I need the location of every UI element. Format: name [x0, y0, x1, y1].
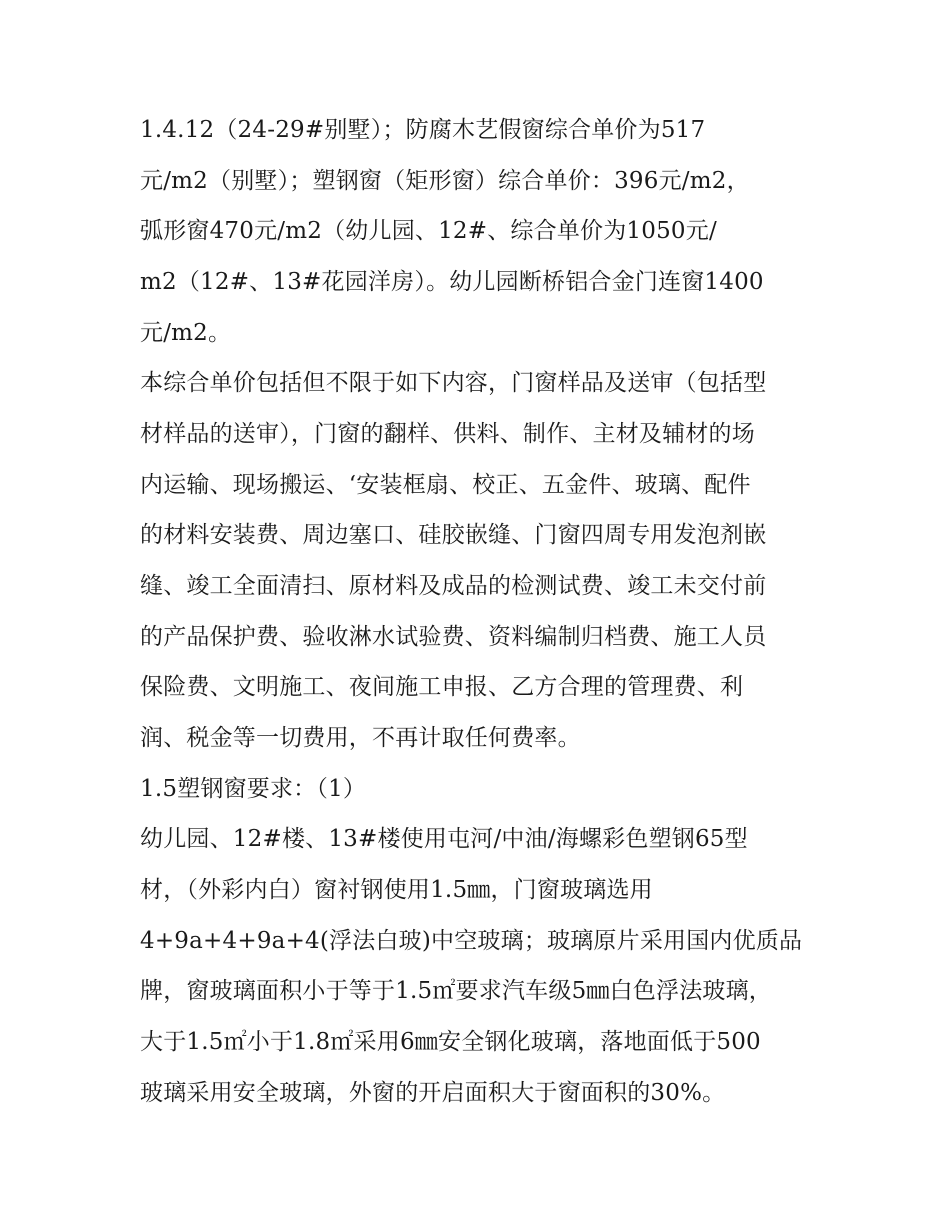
- text-line: 润、税金等一切费用，不再计取任何费率。: [140, 725, 581, 751]
- text-line: 缝、竣工全面清扫、原材料及成品的检测试费、竣工未交付前: [140, 573, 767, 599]
- text-line: 的产品保护费、验收淋水试验费、资料编制归档费、施工人员: [140, 624, 767, 650]
- text-line: 材，（外彩内白）窗衬钢使用1.5㎜，门窗玻璃选用: [140, 877, 653, 903]
- text-line: 幼儿园、12#楼、13#楼使用屯河/中油/海螺彩色塑钢65型: [140, 826, 748, 852]
- text-line: 元/m2。: [140, 320, 232, 346]
- text-line: 大于1.5㎡小于1.8㎡采用6㎜安全钢化玻璃，落地面低于500: [140, 1029, 761, 1055]
- text-line: 4+9a+4+9a+4(浮法白玻)中空玻璃；玻璃原片采用国内优质品: [140, 928, 803, 954]
- text-line: 内运输、现场搬运、‘安装框扇、校正、五金件、玻璃、配件: [140, 472, 751, 498]
- text-line: 本综合单价包括但不限于如下内容，门窗样品及送审（包括型: [140, 370, 767, 396]
- text-line: 保险费、文明施工、夜间施工申报、乙方合理的管理费、利: [140, 674, 744, 700]
- text-line: 1.4.12（24-29#别墅）；防腐木艺假窗综合单价为517: [140, 117, 706, 143]
- text-line: m2（12#、13#花园洋房）。幼儿园断桥铝合金门连窗1400: [140, 269, 764, 295]
- text-line: 弧形窗470元/m2（幼儿园、12#、综合单价为1050元/: [140, 218, 717, 244]
- text-line: 的材料安装费、周边塞口、硅胶嵌缝、门窗四周专用发泡剂嵌: [140, 522, 767, 548]
- text-line: 材样品的送审），门窗的翻样、供料、制作、主材及辅材的场: [140, 421, 755, 447]
- text-line: 元/m2（别墅）；塑钢窗（矩形窗）综合单价：396元/m2，: [140, 168, 750, 194]
- text-line: 玻璃采用安全玻璃，外窗的开启面积大于窗面积的30%。: [140, 1080, 726, 1106]
- text-line: 牌，窗玻璃面积小于等于1.5㎡要求汽车级5㎜白色浮法玻璃，: [140, 978, 773, 1004]
- section-heading: 1.5塑钢窗要求：（1）: [140, 776, 367, 802]
